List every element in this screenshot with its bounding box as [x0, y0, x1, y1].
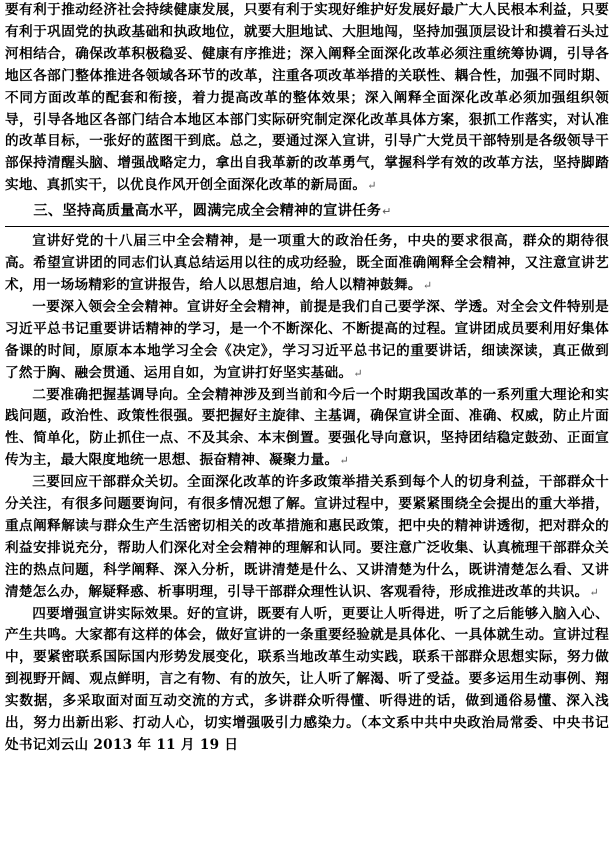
- section-heading-text: 三、坚持高质量高水平，圆满完成全会精神的宣讲任务: [33, 203, 382, 220]
- paragraph-text: 三要回应干部群众关切。全面深化改革的许多政策举措关系到每个人的切身利益，干部群众十分关注，有很多问题要询问，有很多情况想了解。宣讲过程中，要紧紧围绕全会提出的重大举措，重点阐释解读与群众生产生活密切相关的改革措施和惠民政策，把中央的精神讲透彻，把对群众的利益安排说充分，帮助人们深化对全会精神的理解和认同。要注意广泛收集、认真梳理干部群众关注的热点问题，科学阐释、深入分析，既讲清楚是什么、又讲清楚为什么，既讲清楚怎么看、又讲清楚怎么办，解疑释惑、析事明理，引导干部群众理性认识、客观看待，形成推进改革的共识。: [5, 474, 609, 600]
- paragraph-mark-icon: ↵: [353, 366, 363, 380]
- body-paragraph: [5, 385, 609, 473]
- paragraph-mark-icon: ↵: [589, 585, 600, 599]
- intro-paragraph: [5, 0, 609, 197]
- body-paragraph: [5, 297, 609, 385]
- intro-text: 要有利于推动经济社会持续健康发展，只要有利于实现好维护好发展好最广大人民根本利益，只要有利于巩固党的执政基础和执政地位，就要大胆地试、大胆地闯，坚持加强顶层设计和摸着石头过河相结合，确保改革积极稳妥、健康有序推进；深入阐释全面深化改革必须注重统筹协调，引导各地区各部门整体推进各领域各环节的改革，注重各项改革举措的关联性、耦合性，加强不同时期、不同方面改革的配套和衔接，着力提高改革的整体效果；深入阐释全面深化改革必须加强组织领导，引导各地区各部门结合本地区本部门实际研究制定深化改革具体方案，狠抓工作落实，对认准的改革目标，一张好的蓝图干到底。总之，要通过深入宣讲，引导广大党员干部特别是各级领导干部保持清醒头脑、增强战略定力，拿出自我革新的改革勇气，掌握科学有效的改革方法，坚持脚踏实地、真抓实干，以优良作风开创全面深化改革的新局面。: [5, 2, 609, 194]
- paragraph-text: 一要深入领会全会精神。宣讲好全会精神，前提是我们自己要学深、学透。对全会文件特别是习近平总书记重要讲话精神的学习，是一个不断深化、不断提高的过程。宣讲团成员要利用好集体备课的时间，原原本本地学习全会《决定》，学习习近平总书记的重要讲话，细读深读，真正做到了然于胸、融会贯通、运用自如，为宣讲打好坚实基础。: [5, 298, 609, 381]
- paragraph-mark-icon: ↵: [339, 454, 349, 468]
- section-heading: [5, 200, 609, 223]
- paragraph-text: 四要增强宣讲实际效果。好的宣讲，既要有人听，更要让人听得进，听了之后能够入脑入心、产生共鸣。大家都有这样的体会，做好宣讲的一条重要经验就是具体化、一具体就生动。宣讲过程中，要紧密联系国际国内形势发展变化，联系当地改革生动实践，联系干部群众思想实际，努力做到视野开阔、观点鲜明，言之有物、有的放矢，让人听了解渴、听了受益。要多运用生动事例、翔实数据，多采取面对面互动交流的方式，多讲群众听得懂、听得进的话，做到通俗易懂、深入浅出，努力出新出彩、打动人心，切实增强吸引力感染力。（本文系中共中央政治局常委、中央书记处书记刘云山 2013 年 11 月 19 日: [5, 605, 609, 753]
- body-paragraph: [5, 604, 609, 757]
- paragraph-mark-icon: ↵: [382, 205, 392, 219]
- section-body: [5, 231, 609, 757]
- page-divider: [5, 226, 609, 227]
- paragraph-text: 宣讲好党的十八届三中全会精神，是一项重大的政治任务，中央的要求很高，群众的期待很高。希望宣讲团的同志们认真总结运用以往的成功经验，既全面准确阐释全会精神，又注意宣讲艺术，用一场场精彩的宣讲报告，给人以思想启迪，给人以精神鼓舞。: [5, 233, 609, 293]
- body-paragraph: [5, 472, 609, 603]
- paragraph-mark-icon: ↵: [367, 179, 377, 193]
- paragraph-mark-icon: ↵: [422, 278, 433, 292]
- body-paragraph: [5, 231, 609, 297]
- paragraph-text: 二要准确把握基调导向。全会精神涉及到当前和今后一个时期我国改革的一系列重大理论和实践问题，政治性、政策性很强。要把握好主旋律、主基调，确保宣讲全面、准确、权威，防止片面性、简单化，防止抓住一点、不及其余、本末倒置。要强化导向意识，坚持团结稳定鼓劲、正面宣传为主，最大限度地统一思想、振奋精神、凝聚力量。: [5, 386, 609, 469]
- document-page: [5, 0, 609, 757]
